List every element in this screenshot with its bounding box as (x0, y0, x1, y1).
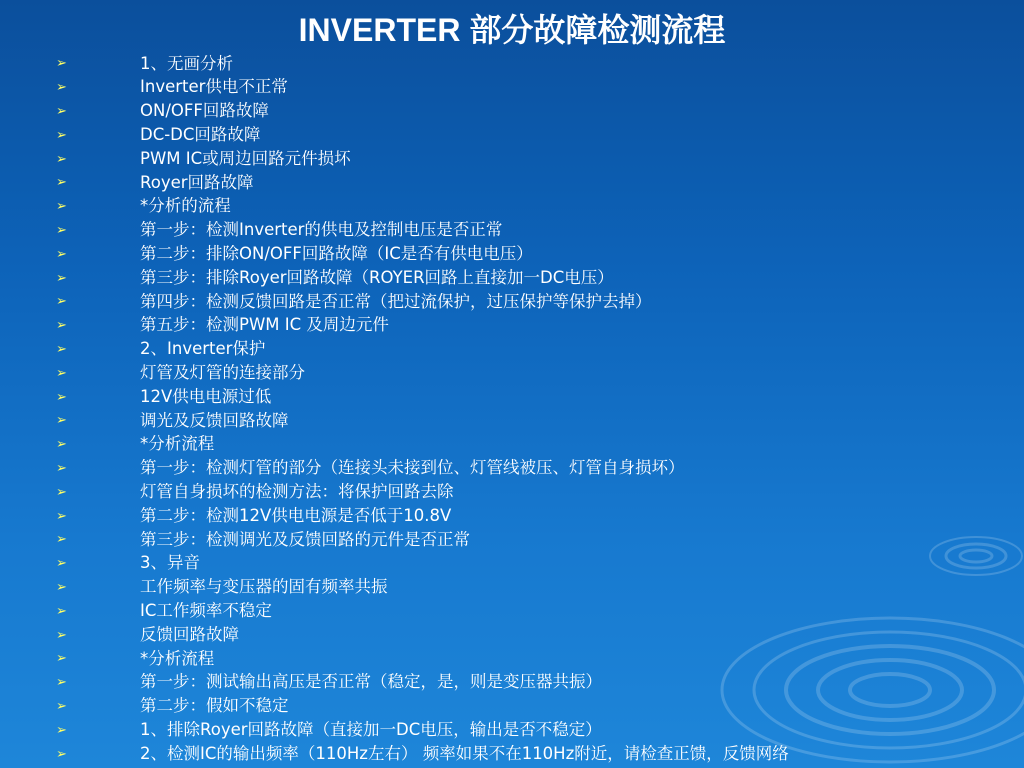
arrowhead-bullet-icon: ➢ (56, 722, 67, 738)
list-item-text: 1、无画分析 (140, 53, 233, 73)
list-item (56, 52, 1004, 76)
list-item (56, 290, 1004, 314)
list-item (56, 338, 1004, 362)
list-item (56, 361, 1004, 385)
arrowhead-bullet-icon: ➢ (56, 80, 67, 96)
list-item (56, 266, 1004, 290)
arrowhead-bullet-icon: ➢ (56, 508, 67, 524)
list-item (56, 599, 1004, 623)
list-item (56, 76, 1004, 100)
list-item (56, 100, 1004, 124)
arrowhead-bullet-icon: ➢ (56, 222, 67, 238)
list-item (56, 219, 1004, 243)
list-item-text: 灯管及灯管的连接部分 (140, 363, 305, 382)
list-item (56, 314, 1004, 338)
list-item (56, 552, 1004, 576)
list-item (56, 695, 1004, 719)
list-item (56, 242, 1004, 266)
arrowhead-bullet-icon: ➢ (56, 56, 67, 72)
arrowhead-bullet-icon: ➢ (56, 698, 67, 714)
list-item-text: 2、检测IC的输出频率（110Hz左右） 频率如果不在110Hz附近，请检查正馈，反馈网络 (140, 743, 789, 763)
list-item-text: *分析流程 (140, 434, 215, 454)
list-item-text: 12V供电电源过低 (140, 386, 272, 406)
list-item-text: *分析的流程 (140, 196, 231, 216)
list-item-text: 第一步：测试输出高压是否正常（稳定，是，则是变压器共振） (140, 672, 602, 692)
list-item-text: 工作频率与变压器的固有频率共振 (140, 577, 388, 597)
list-item-text: 第四步：检测反馈回路是否正常（把过流保护，过压保护等保护去掉） (140, 291, 652, 311)
list-item (56, 647, 1004, 671)
list-item-text: 灯管自身损坏的检测方法：将保护回路去除 (140, 481, 454, 501)
list-item-text: 3、异音 (140, 553, 200, 573)
list-item-text: 第二步：假如不稳定 (140, 696, 289, 716)
arrowhead-bullet-icon: ➢ (56, 294, 67, 310)
arrowhead-bullet-icon: ➢ (56, 318, 67, 334)
arrowhead-bullet-icon: ➢ (56, 413, 67, 429)
list-item-text: 第三步：排除Royer回路故障（ROYER回路上直接加一DC电压） (140, 267, 614, 287)
arrowhead-bullet-icon: ➢ (56, 103, 67, 119)
list-item (56, 385, 1004, 409)
arrowhead-bullet-icon: ➢ (56, 270, 67, 286)
list-item-text: *分析流程 (140, 648, 215, 668)
list-item (56, 576, 1004, 600)
arrowhead-bullet-icon: ➢ (56, 127, 67, 143)
list-item-text: 2、Inverter保护 (140, 339, 266, 359)
list-item-text: 第三步：检测调光及反馈回路的元件是否正常 (140, 529, 470, 549)
list-item-text: ON/OFF回路故障 (140, 101, 269, 121)
list-item (56, 671, 1004, 695)
arrowhead-bullet-icon: ➢ (56, 556, 67, 572)
list-item-text: IC工作频率不稳定 (140, 600, 272, 620)
arrowhead-bullet-icon: ➢ (56, 341, 67, 357)
list-item-text: 第五步：检测PWM IC 及周边元件 (140, 315, 389, 335)
arrowhead-bullet-icon: ➢ (56, 484, 67, 500)
bullet-list (56, 52, 1004, 766)
list-item (56, 528, 1004, 552)
list-item (56, 433, 1004, 457)
slide-title: INVERTER 部分故障检测流程 (298, 12, 726, 48)
list-item (56, 718, 1004, 742)
list-item (56, 623, 1004, 647)
list-item-text: 第二步：排除ON/OFF回路故障（IC是否有供电电压） (140, 244, 533, 264)
list-item (56, 195, 1004, 219)
list-item (56, 409, 1004, 433)
arrowhead-bullet-icon: ➢ (56, 199, 67, 215)
arrowhead-bullet-icon: ➢ (56, 437, 67, 453)
list-item-text: 调光及反馈回路故障 (140, 410, 289, 430)
list-item-text: PWM IC或周边回路元件损坏 (140, 148, 351, 168)
list-item (56, 457, 1004, 481)
arrowhead-bullet-icon: ➢ (56, 746, 67, 762)
arrowhead-bullet-icon: ➢ (56, 627, 67, 643)
list-item-text: DC-DC回路故障 (140, 125, 261, 145)
arrowhead-bullet-icon: ➢ (56, 365, 67, 381)
list-item-text: 1、排除Royer回路故障（直接加一DC电压，输出是否不稳定） (140, 719, 602, 739)
list-item (56, 123, 1004, 147)
list-item (56, 171, 1004, 195)
arrowhead-bullet-icon: ➢ (56, 389, 67, 405)
list-item-text: 反馈回路故障 (140, 624, 239, 644)
arrowhead-bullet-icon: ➢ (56, 579, 67, 595)
arrowhead-bullet-icon: ➢ (56, 151, 67, 167)
arrowhead-bullet-icon: ➢ (56, 651, 67, 667)
list-item-text: 第二步：检测12V供电电源是否低于10.8V (140, 505, 452, 525)
list-item-text: Royer回路故障 (140, 172, 254, 192)
arrowhead-bullet-icon: ➢ (56, 603, 67, 619)
list-item (56, 504, 1004, 528)
list-item (56, 147, 1004, 171)
arrowhead-bullet-icon: ➢ (56, 675, 67, 691)
list-item-text: 第一步：检测灯管的部分（连接头未接到位、灯管线被压、灯管自身损坏） (140, 458, 685, 478)
list-item (56, 480, 1004, 504)
arrowhead-bullet-icon: ➢ (56, 460, 67, 476)
list-item-text: 第一步：检测Inverter的供电及控制电压是否正常 (140, 220, 503, 240)
arrowhead-bullet-icon: ➢ (56, 246, 67, 262)
arrowhead-bullet-icon: ➢ (56, 532, 67, 548)
list-item (56, 742, 1004, 766)
list-item-text: Inverter供电不正常 (140, 77, 288, 97)
arrowhead-bullet-icon: ➢ (56, 175, 67, 191)
